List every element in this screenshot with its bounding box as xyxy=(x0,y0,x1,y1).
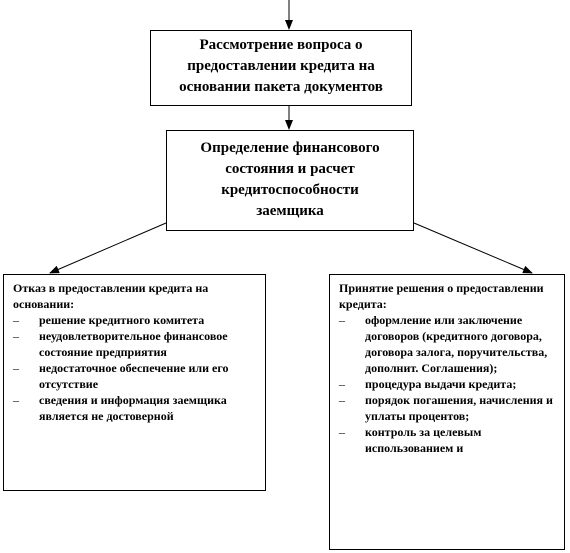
loan-review-line-2: предоставлении кредита на xyxy=(187,58,375,74)
list-item xyxy=(13,312,259,328)
dash-bullet: – xyxy=(13,361,19,375)
approval-steps-list xyxy=(339,312,558,456)
financial-assessment-line-1: Определение финансового xyxy=(200,140,380,156)
dash-bullet: – xyxy=(339,393,345,407)
refusal-reason-text: решение кредитного комитета xyxy=(39,313,205,327)
loan-refusal-title: Отказ в предоставлении кредита на основании: xyxy=(13,281,209,311)
dash-bullet: – xyxy=(13,393,19,407)
approval-step-text: процедура выдачи кредита; xyxy=(365,377,517,391)
dash-bullet: – xyxy=(339,377,345,391)
list-item xyxy=(13,328,259,360)
dash-bullet: – xyxy=(339,313,345,327)
financial-assessment-line-3: кредитоспособности xyxy=(221,182,359,198)
refusal-reason-text: неудовлетворительное финансовое состояние предприятия xyxy=(39,329,228,359)
arrow-middle-to-right xyxy=(414,223,532,273)
list-item xyxy=(339,376,558,392)
arrow-middle-to-left xyxy=(50,223,166,273)
loan-review-line-3: основании пакета документов xyxy=(179,79,383,95)
list-item xyxy=(339,392,558,424)
dash-bullet: – xyxy=(13,313,19,327)
list-item xyxy=(13,360,259,392)
list-item xyxy=(13,392,259,424)
financial-assessment-line-4: заемщика xyxy=(256,203,324,219)
approval-step-text: оформление или заключение договоров (кредитного договора, договора залога, поручительства, дополнит. Соглашения); xyxy=(365,313,548,375)
financial-assessment-line-2: состояния и расчет xyxy=(225,161,355,177)
refusal-reason-text: сведения и информация заемщика является не достоверной xyxy=(39,393,227,423)
financial-assessment-box xyxy=(166,130,414,231)
loan-approval-box xyxy=(329,274,565,550)
dash-bullet: – xyxy=(339,425,345,439)
refusal-reason-text: недостаточное обеспечение или его отсутствие xyxy=(39,361,229,391)
list-item xyxy=(339,424,558,456)
loan-review-box xyxy=(150,30,412,106)
loan-review-line-1: Рассмотрение вопроса о xyxy=(199,37,363,53)
approval-step-text: порядок погашения, начисления и уплаты процентов; xyxy=(365,393,553,423)
approval-step-text: контроль за целевым использованием и xyxy=(365,425,482,455)
loan-refusal-box xyxy=(3,274,266,491)
list-item xyxy=(339,312,558,376)
refusal-reasons-list xyxy=(13,312,259,424)
loan-approval-title: Принятие решения о предоставлении кредита: xyxy=(339,281,544,311)
dash-bullet: – xyxy=(13,329,19,343)
